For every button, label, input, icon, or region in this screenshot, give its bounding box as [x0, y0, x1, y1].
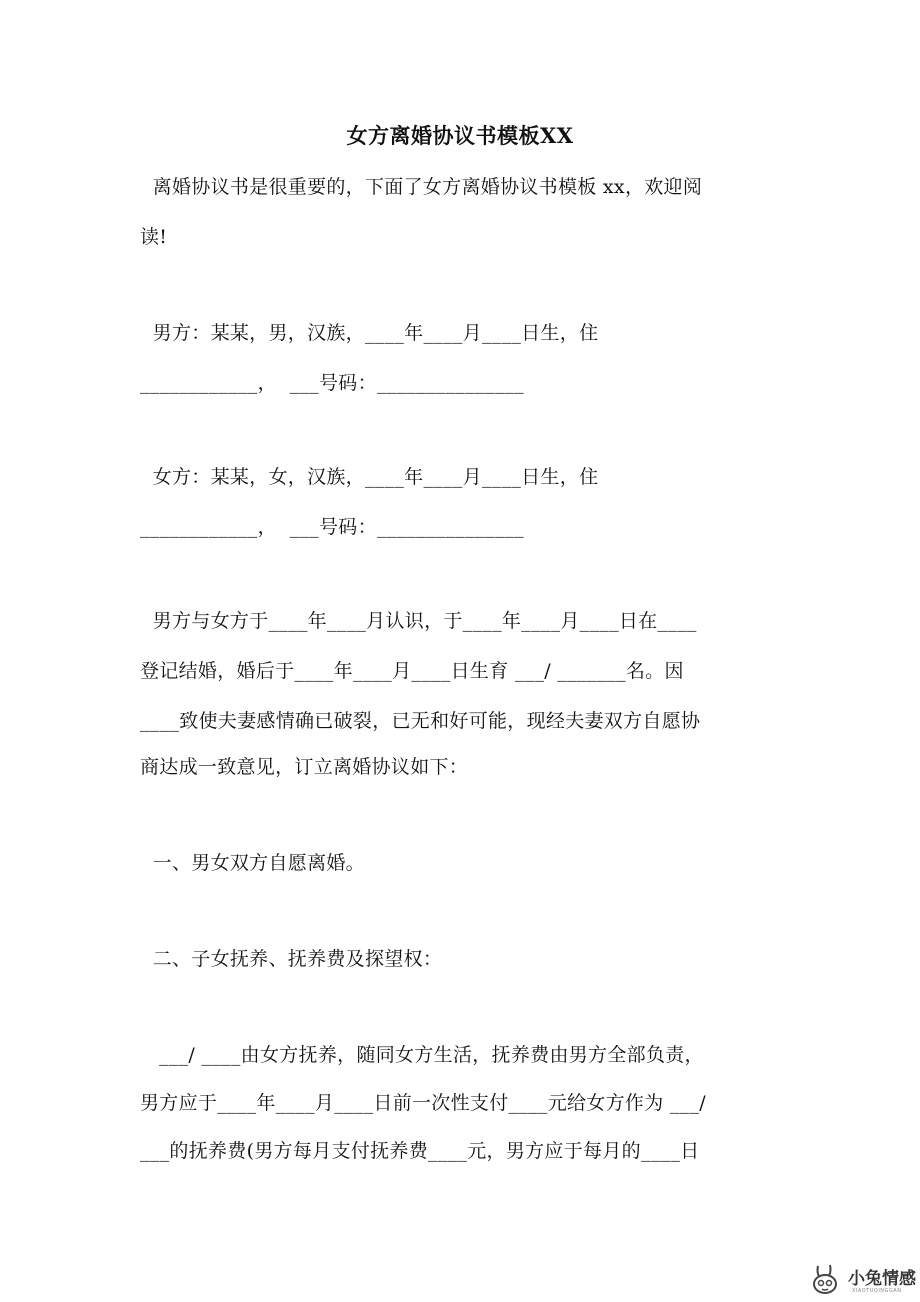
marriage-paragraph-line-1: 男方与女方于____年____月认识，于____年____月____日在____: [140, 610, 697, 632]
intro-line-1: 离婚协议书是很重要的，下面了女方离婚协议书模板 xx，欢迎阅: [140, 176, 703, 198]
watermark-logo: [806, 1258, 918, 1302]
male-party-line-1: 男方：某某，男，汉族，____年____月____日生，住: [140, 322, 599, 344]
clause-1: 一、男女双方自愿离婚。: [140, 852, 365, 874]
marriage-paragraph-line-4: 商达成一致意见，订立离婚协议如下：: [140, 756, 469, 778]
rabbit-logo-icon: [808, 1262, 848, 1296]
female-party-line-2: ____________， ___号码：_______________: [140, 516, 524, 538]
clause-2-heading: 二、子女抚养、抚养费及探望权：: [140, 948, 443, 970]
custody-paragraph-line-3: ___的抚养费(男方每月支付抚养费____元，男方应于每月的____日: [140, 1140, 700, 1162]
custody-paragraph-line-1: ___/ ____由女方抚养，随同女方生活，抚养费由男方全部负责，: [140, 1044, 704, 1066]
marriage-paragraph-line-3: ____致使夫妻感情确已破裂，已无和好可能，现经夫妻双方自愿协: [140, 710, 701, 732]
female-party-line-1: 女方：某某，女，汉族，____年____月____日生，住: [140, 466, 599, 488]
custody-paragraph-line-2: 男方应于____年____月____日前一次性支付____元给女方作为 ___/: [140, 1092, 706, 1114]
watermark-subtext: XIAOTUQINGGAN: [852, 1288, 902, 1294]
watermark-text: 小兔情感: [848, 1269, 916, 1289]
male-party-line-2: ____________， ___号码：_______________: [140, 372, 524, 394]
document-title: 女方离婚协议书模板XX: [346, 123, 574, 148]
marriage-paragraph-line-2: 登记结婚，婚后于____年____月____日生育 ___/ _______名。因: [140, 660, 684, 682]
intro-line-2: 读!: [140, 226, 168, 248]
